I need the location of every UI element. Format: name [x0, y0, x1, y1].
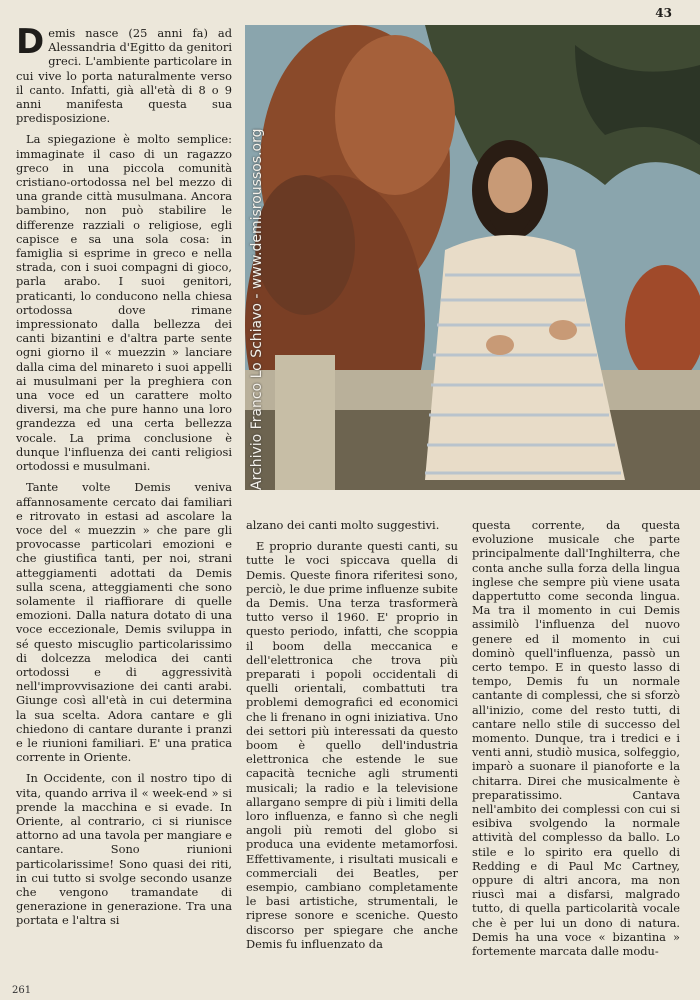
- paragraph: Tante volte Demis veniva affannosamente cercato dai familiari e ritrovato in estasi ad ascolare la voce del « muezzin » che pare gli provocasse particolari emozioni e che giustifica tanti, per noi, strani atteggiamenti adottati da Demis sulla scena, atteggiamenti che sono solamente il riaffiorare di quelle emozioni. Dalla natura dotato di una voce eccezionale, Demis sviluppa in sé questo miscuglio particolarissimo di dolcezza melodica dei canti ortodossi e di aggressività nell'improvvisazione dei canti arabi. Giunge così all'età in cui determina la sua scelta. Adora cantare e gli chiedono di cantare durante i pranzi e le riunioni familiari. E' una pratica corrente in Oriente.: [16, 480, 232, 765]
- page-number: 43: [655, 6, 672, 20]
- paragraph: E proprio durante questi canti, su tutte le voci spiccava quella di Demis. Queste finora riferitesi sono, perciò, le due prime influenze subite da Demis. Una terza trasformerà tutto verso il 1960. E' proprio in questo periodo, infatti, che scoppia il boom della meccanica e dell'elettronica che trova più preparati i popoli occidentali di quelli orientali, combattuti tra problemi demografici ed economici che li frenano in ogni iniziativa. Uno dei settori più interessati da questo boom è quello dell'industria elettronica che estende le sue capacità tecniche agli strumenti musicali; la radio e la televisione allargano sempre di più i limiti della loro influenza, e fanno sì che negli angoli più remoti del globo si produca una evidente metamorfosi. Effettivamente, i risultati musicali e commerciali dei Beatles, per esempio, cambiano completamente le basi artistiche, strumentali, le riprese sonore e sceniche. Questo discorso per spiegare che anche Demis fu influenzato da: [246, 539, 458, 951]
- footer-number: 261: [12, 985, 32, 996]
- paragraph-text: emis nasce (25 anni fa) ad Alessandria d'Egitto da genitori greci. L'ambiente particolare in cui vive lo porta naturalmente verso il canto. Infatti, già all'età di 8 o 9 anni manifesta questa sua predisposizione.: [16, 26, 232, 126]
- left-text-column: [16, 22, 232, 935]
- drop-cap: D: [16, 22, 45, 62]
- photo-watermark: Archivio Franco Lo Schiavo - www.demisroussos.org: [249, 128, 265, 490]
- paragraph: [16, 22, 232, 126]
- article-photo: [245, 25, 700, 490]
- middle-text-column: [246, 518, 458, 958]
- right-text-column: [472, 518, 680, 965]
- photo-illustration: [245, 25, 700, 490]
- paragraph: La spiegazione è molto semplice: immaginate il caso di un ragazzo greco in una piccola comunità cristiano-ortodossa nel bel mezzo di una grande città musulmana. Ancora bambino, non può stabilire le differenze razziali o religiose, egli capisce e sa una sola cosa: in famiglia si esprime in greco e nella strada, con i suoi compagni di gioco, parla arabo. I suoi genitori, praticanti, lo conducono nella chiesa ortodossa dove rimane impressionato dalla bellezza dei canti bizantini e d'altra parte sente ogni giorno il « muezzin » lanciare dalla cima del minareto i suoi appelli ai musulmani per la preghiera con una voce ed un carattere molto diversi, ma che pure hanno una loro grandezza ed una certa bellezza vocale. La prima conclusione è dunque l'influenza dei canti religiosi ortodossi e musulmani.: [16, 132, 232, 474]
- paragraph: alzano dei canti molto suggestivi.: [246, 518, 440, 532]
- paragraph: questa corrente, da questa evoluzione musicale che parte principalmente dall'Inghilterra, che conta anche sulla forza della lingua inglese che sempre più viene usata dappertutto come seconda lingua. Ma tra il momento in cui Demis assimilò l'influenza del nuovo genere ed il momento in cui dominò quell'influenza, passò un certo tempo. E in questo lasso di tempo, Demis fu un normale cantante di complessi, che si sforzò all'inizio, come del resto tutti, di cantare nello stile di successo del momento. Dunque, tra i tredici e i venti anni, studiò musica, solfeggio, imparò a suonare il pianoforte e la chitarra. Direi che musicalmente è preparatissimo. Cantava nell'ambito dei complessi con cui si esibiva svolgendo la normale attività del complesso da ballo. Lo stile e lo spirito era quello di Redding e di Paul Mc Cartney, oppure di altri ancora, ma non riuscì mai a disfarsi, malgrado tutto, di quella particolarità vocale che è per lui un dono di natura. Demis ha una voce « bizantina » fortemente marcata dalle modu-: [472, 518, 680, 959]
- paragraph: In Occidente, con il nostro tipo di vita, quando arriva il « week-end » si prende la macchina e si evade. In Oriente, al contrario, ci si riunisce attorno ad una tavola per mangiare e cantare. Sono riunioni particolarissime! Sono quasi dei riti, in cui tutto si svolge secondo usanze che vengono tramandate di generazione in generazione. Tra una portata e l'altra si: [16, 771, 232, 928]
